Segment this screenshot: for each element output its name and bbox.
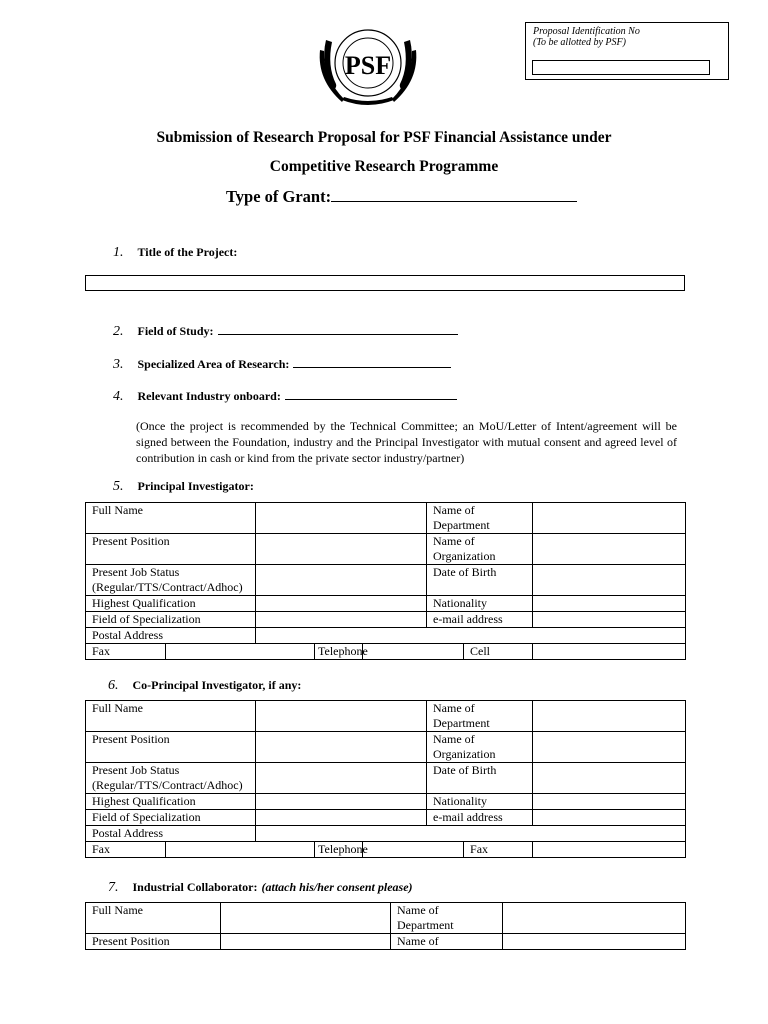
telephone-field[interactable] <box>363 644 464 660</box>
field-of-study-label: Field of Study: <box>137 324 214 338</box>
full-name-field[interactable] <box>221 903 391 934</box>
full-name-label: Full Name <box>86 503 256 534</box>
psf-logo <box>312 20 424 110</box>
date-of-birth-field[interactable] <box>533 763 686 794</box>
mou-note: (Once the project is recommended by the Technical Committee; an MoU/Letter of Intent/agreement will be signed between the Foundation, industry and the Principal Investigator with mutual consent and agreed level of contribution in cash or kind from the private sector industry/partner) <box>136 419 677 465</box>
table-row <box>86 826 686 842</box>
table-row <box>86 810 686 826</box>
principal-investigator-table <box>85 502 686 660</box>
principal-investigator-label: Principal Investigator: <box>137 479 254 493</box>
title-of-project-label: Title of the Project: <box>137 245 238 259</box>
full-name-field[interactable] <box>256 701 427 732</box>
department-field[interactable] <box>533 503 686 534</box>
email-label: e-mail address <box>427 612 533 628</box>
job-status-label: Present Job Status (Regular/TTS/Contract/Adhoc) <box>86 763 256 794</box>
table-row <box>86 794 686 810</box>
fax2-field[interactable] <box>533 842 686 858</box>
present-position-field[interactable] <box>221 934 391 950</box>
organization-field[interactable] <box>533 534 686 565</box>
type-of-grant-label: Type of Grant: <box>226 187 332 206</box>
table-row <box>86 732 686 763</box>
organization-label: Name of Organization <box>427 732 533 763</box>
industrial-collaborator-label: Industrial Collaborator: <box>132 880 258 894</box>
proposal-id-field[interactable] <box>532 60 710 75</box>
item-specialized-area <box>113 355 451 373</box>
title-of-project-field[interactable] <box>85 275 685 291</box>
fax-label: Fax <box>86 842 166 858</box>
nationality-label: Nationality <box>427 794 533 810</box>
postal-address-label: Postal Address <box>86 628 256 644</box>
item-number: 5. <box>113 479 124 494</box>
proposal-id-box <box>525 22 729 80</box>
telephone-label: Telephone <box>315 842 363 858</box>
field-of-specialization-field[interactable] <box>256 810 427 826</box>
specialized-area-field[interactable] <box>293 366 451 368</box>
table-row <box>86 644 686 660</box>
table-row <box>86 612 686 628</box>
field-of-study-field[interactable] <box>218 333 458 335</box>
co-principal-table <box>85 700 686 858</box>
job-status-field[interactable] <box>256 565 427 596</box>
nationality-label: Nationality <box>427 596 533 612</box>
present-position-label: Present Position <box>86 934 221 950</box>
department-label: Name of Department <box>427 701 533 732</box>
full-name-field[interactable] <box>256 503 427 534</box>
field-of-specialization-label: Field of Specialization <box>86 612 256 628</box>
nationality-field[interactable] <box>533 794 686 810</box>
fax-field[interactable] <box>166 644 315 660</box>
organization-label: Name of Organization <box>427 534 533 565</box>
type-of-grant-field[interactable] <box>331 200 577 202</box>
field-of-specialization-field[interactable] <box>256 612 427 628</box>
table-row <box>86 763 686 794</box>
item-number: 4. <box>113 389 124 404</box>
telephone-field[interactable] <box>363 842 464 858</box>
fax-field[interactable] <box>166 842 315 858</box>
logo-letters: PSF <box>344 51 392 80</box>
highest-qualification-label: Highest Qualification <box>86 794 256 810</box>
type-of-grant <box>226 187 577 207</box>
full-name-label: Full Name <box>86 701 256 732</box>
industrial-collaborator-note: (attach his/her consent please) <box>261 880 413 894</box>
table-row <box>86 903 686 934</box>
table-row <box>86 565 686 596</box>
fax-label: Fax <box>86 644 166 660</box>
fax2-label: Fax <box>464 842 533 858</box>
department-field[interactable] <box>503 903 686 934</box>
department-label: Name of Department <box>391 903 503 934</box>
table-row <box>86 934 686 950</box>
present-position-label: Present Position <box>86 534 256 565</box>
cell-field[interactable] <box>533 644 686 660</box>
email-field[interactable] <box>533 612 686 628</box>
email-label: e-mail address <box>427 810 533 826</box>
item-number: 7. <box>108 880 119 895</box>
postal-address-label: Postal Address <box>86 826 256 842</box>
table-row <box>86 534 686 565</box>
job-status-field[interactable] <box>256 763 427 794</box>
cell-label: Cell <box>464 644 533 660</box>
item-title-of-project <box>113 243 237 261</box>
form-title-line1: Submission of Research Proposal for PSF Financial Assistance under <box>156 129 612 146</box>
field-of-specialization-label: Field of Specialization <box>86 810 256 826</box>
highest-qualification-label: Highest Qualification <box>86 596 256 612</box>
specialized-area-label: Specialized Area of Research: <box>137 357 290 371</box>
item-co-principal <box>108 676 301 694</box>
highest-qualification-field[interactable] <box>256 596 427 612</box>
item-number: 6. <box>108 678 119 693</box>
organization-field[interactable] <box>533 732 686 763</box>
department-label: Name of Department <box>427 503 533 534</box>
organization-field[interactable] <box>503 934 686 950</box>
table-row <box>86 842 686 858</box>
postal-address-field[interactable] <box>256 628 686 644</box>
proposal-id-label: Proposal Identification No <box>533 26 640 37</box>
postal-address-field[interactable] <box>256 826 686 842</box>
table-row <box>86 503 686 534</box>
item-number: 1. <box>113 245 124 260</box>
date-of-birth-label: Date of Birth <box>427 565 533 596</box>
organization-label: Name of <box>391 934 503 950</box>
industrial-collaborator-table <box>85 902 686 950</box>
item-industry-onboard <box>113 387 457 405</box>
present-position-field[interactable] <box>256 732 427 763</box>
proposal-id-note: (To be allotted by PSF) <box>533 37 626 48</box>
department-field[interactable] <box>533 701 686 732</box>
form-title-line2: Competitive Research Programme <box>269 158 499 175</box>
item-number: 2. <box>113 324 124 339</box>
item-field-of-study <box>113 322 458 340</box>
item-principal-investigator <box>113 477 254 495</box>
job-status-label: Present Job Status (Regular/TTS/Contract/Adhoc) <box>86 565 256 596</box>
email-field[interactable] <box>533 810 686 826</box>
table-row <box>86 596 686 612</box>
full-name-label: Full Name <box>86 903 221 934</box>
nationality-field[interactable] <box>533 596 686 612</box>
telephone-label: Telephone <box>315 644 363 660</box>
industry-onboard-label: Relevant Industry onboard: <box>137 389 281 403</box>
present-position-label: Present Position <box>86 732 256 763</box>
co-principal-label: Co-Principal Investigator, if any: <box>132 678 302 692</box>
date-of-birth-field[interactable] <box>533 565 686 596</box>
date-of-birth-label: Date of Birth <box>427 763 533 794</box>
item-number: 3. <box>113 357 124 372</box>
table-row <box>86 701 686 732</box>
present-position-field[interactable] <box>256 534 427 565</box>
item-industrial-collaborator <box>108 878 413 896</box>
industry-onboard-field[interactable] <box>285 398 457 400</box>
highest-qualification-field[interactable] <box>256 794 427 810</box>
table-row <box>86 628 686 644</box>
